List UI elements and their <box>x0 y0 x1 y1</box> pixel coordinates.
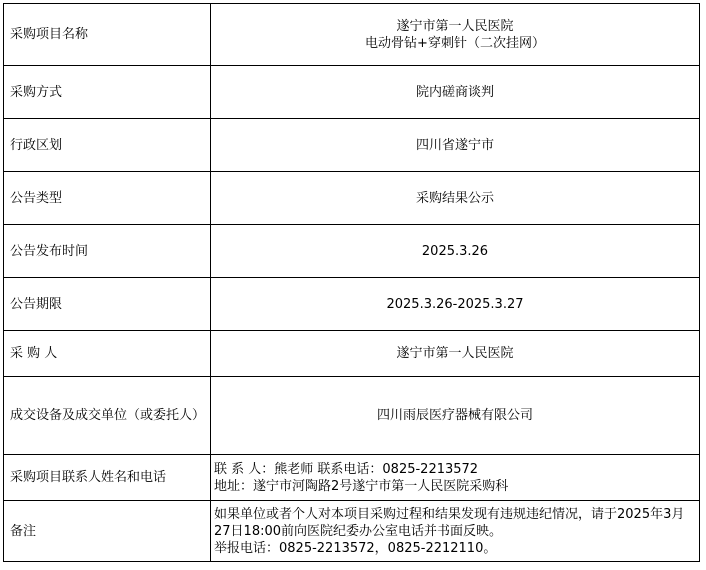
row-value <box>211 377 700 455</box>
table-row-contact <box>4 455 700 501</box>
table-row-project-name <box>4 4 700 66</box>
procurement-info-table <box>3 3 700 562</box>
row-value <box>211 455 700 501</box>
value-line: 四川雨辰医疗器械有限公司 <box>376 408 533 423</box>
value-line: 四川省遂宁市 <box>415 137 494 153</box>
row-value <box>211 278 700 331</box>
value-line: 2025.3.26 <box>421 243 489 259</box>
row-label: 采购项目联系人姓名和电话 <box>4 455 211 501</box>
value-line: 联 系 人：熊老师 联系电话：0825-2213572 <box>214 461 479 477</box>
row-label: 采 购 人 <box>4 331 211 377</box>
value-line: 举报电话：0825-2213572，0825-2212110。 <box>214 540 497 556</box>
table-row-notice-period <box>4 278 700 331</box>
value-line: 如果单位或者个人对本项目采购过程和结果发现有违规违纪情况，请于2025年3月27日18:00前向医院纪委办公室电话并书面反映。 <box>214 506 685 539</box>
value-line: 遂宁市第一人民医院 <box>396 346 514 361</box>
row-label: 公告类型 <box>4 172 211 225</box>
row-value <box>211 119 700 172</box>
table-row-winning-bidder <box>4 377 700 455</box>
table-row-procurement-method <box>4 66 700 119</box>
table-row-purchaser <box>4 331 700 377</box>
value-line: 电动骨钻+穿刺针（二次挂网） <box>365 35 545 51</box>
row-value <box>211 4 700 66</box>
value-line: 遂宁市第一人民医院 <box>396 18 514 34</box>
row-value <box>211 66 700 119</box>
table-row-region <box>4 119 700 172</box>
value-line: 地址：遂宁市河陶路2号遂宁市第一人民医院采购科 <box>214 478 509 494</box>
row-value <box>211 331 700 377</box>
row-value <box>211 501 700 562</box>
table-row-publish-date <box>4 225 700 278</box>
row-value <box>211 225 700 278</box>
value-line: 院内磋商谈判 <box>415 84 494 100</box>
value-line: 2025.3.26-2025.3.27 <box>386 296 524 312</box>
row-label: 采购项目名称 <box>4 4 211 66</box>
row-label: 行政区划 <box>4 119 211 172</box>
table-row-notice-type <box>4 172 700 225</box>
row-label: 公告发布时间 <box>4 225 211 278</box>
row-label: 采购方式 <box>4 66 211 119</box>
row-value <box>211 172 700 225</box>
row-label: 公告期限 <box>4 278 211 331</box>
value-line: 采购结果公示 <box>415 190 494 206</box>
row-label: 备注 <box>4 501 211 562</box>
table-row-remarks <box>4 501 700 562</box>
row-label: 成交设备及成交单位（或委托人） <box>4 377 211 455</box>
